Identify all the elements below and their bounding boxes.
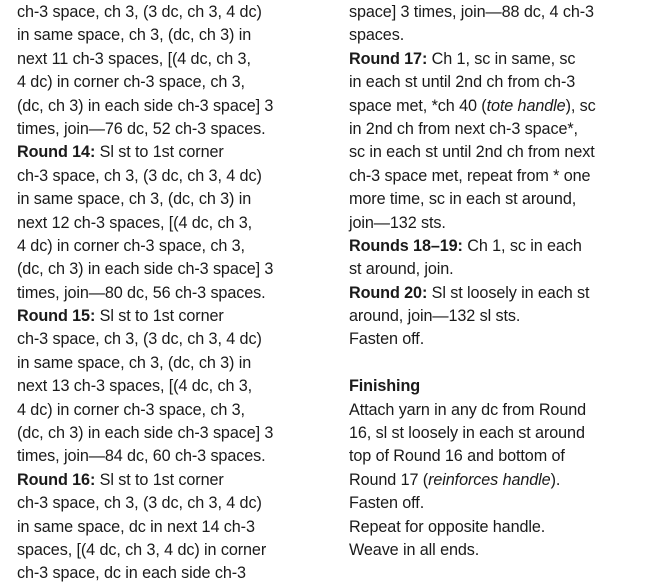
round-heading: Round 14:: [17, 143, 96, 162]
text-line: [349, 24, 665, 47]
text-segment: next 13 ch-3 spaces, [(4 dc, ch 3,: [17, 377, 253, 396]
text-segment: Ch 1, sc in same, sc: [427, 49, 576, 68]
text-segment: 4 dc) in corner ch-3 space, ch 3,: [17, 236, 245, 255]
text-line: [17, 71, 337, 94]
text-segment: spaces, [(4 dc, ch 3, 4 dc) in corner: [17, 540, 267, 559]
text-line: [17, 492, 337, 515]
text-segment: 16, sl st loosely in each st around: [349, 424, 585, 443]
text-segment: Sl st to 1st corner: [95, 143, 224, 162]
text-line: [349, 235, 665, 258]
italic-note: tote handle: [486, 96, 566, 115]
text-segment: Attach yarn in any dc from Round: [349, 400, 587, 419]
text-segment: times, join—76 dc, 52 ch-3 spaces.: [17, 119, 266, 138]
text-segment: Repeat for opposite handle.: [349, 517, 546, 536]
text-line: [349, 492, 665, 515]
text-segment: (dc, ch 3) in each side ch-3 space] 3: [17, 424, 274, 443]
text-segment: in same space, dc in next 14 ch-3: [17, 517, 255, 536]
text-line: [17, 1, 337, 24]
text-line: [17, 305, 337, 328]
text-line: [17, 399, 337, 422]
text-line: [349, 282, 665, 305]
text-segment: ch-3 space, ch 3, (3 dc, ch 3, 4 dc): [17, 3, 262, 21]
text-segment: next 12 ch-3 spaces, [(4 dc, ch 3,: [17, 213, 253, 232]
text-line: [17, 212, 337, 235]
text-segment: in same space, ch 3, (dc, ch 3) in: [17, 26, 252, 45]
text-line: [17, 118, 337, 141]
text-line: [17, 235, 337, 258]
text-segment: ch-3 space met, repeat from * one: [349, 166, 591, 185]
text-line: [349, 328, 665, 351]
text-segment: in each st until 2nd ch from ch-3: [349, 73, 576, 92]
text-line: [349, 399, 665, 422]
text-line: [349, 375, 665, 398]
text-segment: Sl st to 1st corner: [95, 307, 224, 326]
text-segment: next 11 ch-3 spaces, [(4 dc, ch 3,: [17, 49, 251, 68]
text-segment: top of Round 16 and bottom of: [349, 447, 565, 466]
italic-note: reinforces handle: [428, 470, 551, 489]
text-line: [17, 48, 337, 71]
text-line: [17, 258, 337, 281]
text-segment: ch-3 space, ch 3, (3 dc, ch 3, 4 dc): [17, 166, 262, 185]
text-line: [349, 258, 665, 281]
text-segment: space met, *ch 40 (: [349, 96, 487, 115]
text-segment: ).: [550, 470, 561, 489]
text-segment: spaces.: [349, 26, 405, 45]
text-line: [349, 95, 665, 118]
text-segment: Round 17 (: [349, 470, 429, 489]
text-segment: (dc, ch 3) in each side ch-3 space] 3: [17, 96, 274, 115]
text-line: [17, 562, 337, 585]
text-line: [17, 422, 337, 445]
text-segment: in same space, ch 3, (dc, ch 3) in: [17, 353, 252, 372]
text-line: [349, 305, 665, 328]
text-segment: Weave in all ends.: [349, 540, 480, 559]
text-segment: Sl st loosely in each st: [427, 283, 590, 302]
text-segment: in 2nd ch from next ch-3 space*,: [349, 119, 578, 138]
text-line: [349, 71, 665, 94]
text-line: [17, 24, 337, 47]
text-line: [17, 516, 337, 539]
text-segment: times, join—80 dc, 56 ch-3 spaces.: [17, 283, 266, 302]
text-line: [349, 118, 665, 141]
text-segment: more time, sc in each st around,: [349, 190, 577, 209]
text-line: [349, 48, 665, 71]
text-line: [17, 282, 337, 305]
text-segment: st around, join.: [349, 260, 454, 279]
text-line: [17, 469, 337, 492]
text-segment: space] 3 times, join—88 dc, 4 ch-3: [349, 3, 594, 21]
text-line: [17, 539, 337, 562]
text-segment: 4 dc) in corner ch-3 space, ch 3,: [17, 400, 245, 419]
text-line: [349, 516, 665, 539]
text-line: [17, 188, 337, 211]
text-segment: join—132 sts.: [349, 213, 446, 232]
text-segment: ch-3 space, ch 3, (3 dc, ch 3, 4 dc): [17, 494, 262, 513]
text-line: [17, 375, 337, 398]
text-line: [349, 141, 665, 164]
blank-line: [349, 352, 665, 375]
text-segment: 4 dc) in corner ch-3 space, ch 3,: [17, 73, 245, 92]
left-column: [17, 1, 337, 586]
right-column: [349, 1, 665, 562]
text-line: [17, 141, 337, 164]
text-segment: in same space, ch 3, (dc, ch 3) in: [17, 190, 252, 209]
text-line: [349, 188, 665, 211]
text-segment: sc in each st until 2nd ch from next: [349, 143, 595, 162]
text-segment: Sl st to 1st corner: [95, 470, 224, 489]
round-heading: Round 17:: [349, 49, 428, 68]
text-segment: ), sc: [565, 96, 596, 115]
text-line: [17, 352, 337, 375]
round-heading: Finishing: [349, 377, 421, 396]
text-line: [349, 212, 665, 235]
text-segment: Ch 1, sc in each: [462, 236, 582, 255]
text-segment: ch-3 space, dc in each side ch-3: [17, 564, 246, 583]
text-segment: Fasten off.: [349, 330, 425, 349]
round-heading: Rounds 18–19:: [349, 236, 463, 255]
text-line: [349, 422, 665, 445]
text-line: [17, 445, 337, 468]
round-heading: Round 20:: [349, 283, 428, 302]
text-line: [17, 165, 337, 188]
text-line: [17, 328, 337, 351]
round-heading: Round 15:: [17, 307, 96, 326]
text-line: [349, 469, 665, 492]
text-segment: times, join—84 dc, 60 ch-3 spaces.: [17, 447, 266, 466]
text-line: [17, 95, 337, 118]
text-line: [349, 1, 665, 24]
round-heading: Round 16:: [17, 470, 96, 489]
text-segment: ch-3 space, ch 3, (3 dc, ch 3, 4 dc): [17, 330, 262, 349]
text-line: [349, 165, 665, 188]
text-line: [349, 539, 665, 562]
text-segment: around, join—132 sl sts.: [349, 307, 521, 326]
text-segment: (dc, ch 3) in each side ch-3 space] 3: [17, 260, 274, 279]
text-line: [349, 445, 665, 468]
text-segment: Fasten off.: [349, 494, 425, 513]
